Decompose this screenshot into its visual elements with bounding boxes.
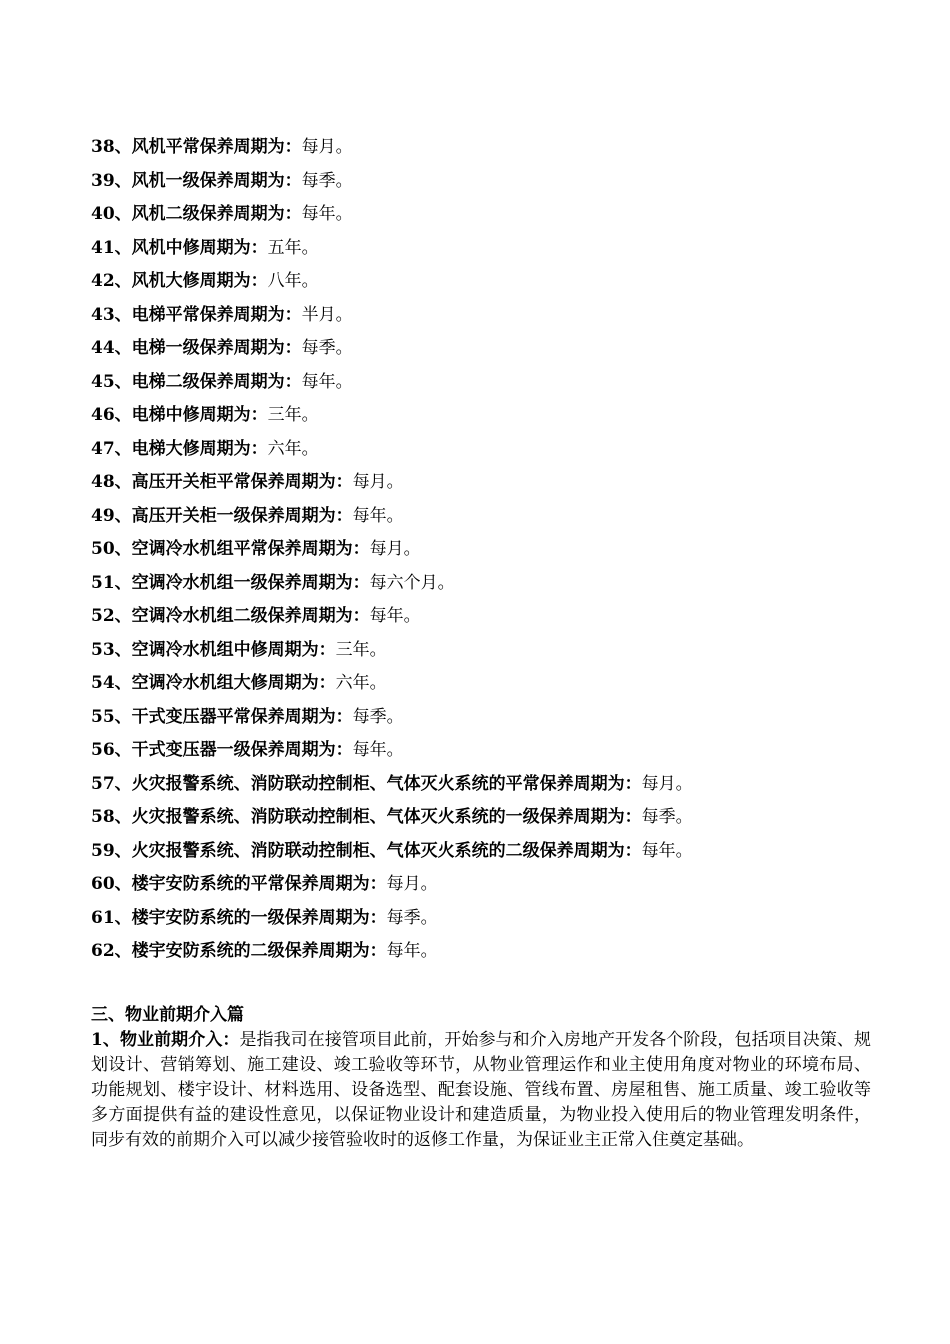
- item-question: 56、干式变压器一级保养周期为：: [91, 740, 353, 760]
- item-answer: 每年。: [301, 204, 353, 224]
- item-question: 41、风机中修周期为：: [91, 237, 268, 258]
- item-answer: 六年。: [267, 438, 319, 459]
- list-item: [91, 266, 891, 300]
- list-item: [91, 936, 891, 970]
- item-question: 54、空调冷水机组大修周期为：: [91, 673, 336, 693]
- list-item: [91, 534, 891, 568]
- list-item: [91, 434, 891, 468]
- item-answer: 每月。: [369, 539, 421, 559]
- list-item: [91, 333, 891, 367]
- item-answer: 每季。: [352, 706, 404, 727]
- item-question: 44、电梯一级保养周期为：: [91, 338, 302, 358]
- item-question: 46、电梯中修周期为：: [91, 405, 268, 425]
- item-question: 51、空调冷水机组一级保养周期为：: [91, 572, 370, 593]
- item-answer: 五年。: [267, 237, 319, 258]
- item-question: 59、火灾报警系统、消防联动控制柜、气体灭火系统的二级保养周期为：: [91, 840, 642, 861]
- item-answer: 每年。: [301, 371, 353, 392]
- item-answer: 每年。: [369, 606, 421, 626]
- item-question: 45、电梯二级保养周期为：: [91, 371, 302, 392]
- item-question: 42、风机大修周期为：: [91, 271, 268, 291]
- list-item: [91, 568, 891, 602]
- item-answer: 每年。: [352, 505, 404, 526]
- item-answer: 每月。: [386, 874, 438, 894]
- item-question: 52、空调冷水机组二级保养周期为：: [91, 606, 370, 626]
- item-answer: 每年。: [641, 840, 693, 861]
- list-item: [91, 668, 891, 702]
- list-item: [91, 467, 891, 501]
- item-question: 62、楼宇安防系统的二级保养周期为：: [91, 941, 387, 961]
- list-item: [91, 735, 891, 769]
- item-question: 55、干式变压器平常保养周期为：: [91, 706, 353, 727]
- item-answer: 每六个月。: [369, 572, 455, 593]
- list-item: [91, 199, 891, 233]
- item-question: 58、火灾报警系统、消防联动控制柜、气体灭火系统的一级保养周期为：: [91, 807, 642, 827]
- item-answer: 三年。: [267, 405, 319, 425]
- item-question: 47、电梯大修周期为：: [91, 438, 268, 459]
- item-answer: 每月。: [301, 137, 353, 157]
- item-answer: 每季。: [641, 807, 693, 827]
- item-question: 53、空调冷水机组中修周期为：: [91, 639, 336, 660]
- item-answer: 每年。: [352, 740, 404, 760]
- list-item: [91, 836, 891, 870]
- list-item: [91, 233, 891, 267]
- list-item: [91, 802, 891, 836]
- list-item: [91, 132, 891, 166]
- definition-term: 1、物业前期介入：: [91, 1030, 240, 1050]
- item-question: 38、风机平常保养周期为：: [91, 137, 302, 157]
- list-item: [91, 300, 891, 334]
- item-question: 57、火灾报警系统、消防联动控制柜、气体灭火系统的平常保养周期为：: [91, 773, 642, 794]
- item-answer: 八年。: [267, 271, 319, 291]
- section-title: 三、物业前期介入篇: [91, 1005, 244, 1025]
- item-answer: 每月。: [352, 472, 404, 492]
- list-item: [91, 400, 891, 434]
- item-answer: 半月。: [301, 304, 353, 325]
- list-item: [91, 769, 891, 803]
- list-item: [91, 903, 891, 937]
- item-answer: 每季。: [386, 907, 438, 928]
- list-item: [91, 702, 891, 736]
- item-answer: 每月。: [641, 773, 693, 794]
- item-answer: 每季。: [301, 338, 353, 358]
- item-answer: 六年。: [335, 673, 387, 693]
- list-item: [91, 501, 891, 535]
- item-answer: 每季。: [301, 170, 353, 191]
- item-question: 40、风机二级保养周期为：: [91, 204, 302, 224]
- definition-body: 是指我司在接管项目此前，开始参与和介入房地产开发各个阶段，包括项目决策、规划设计、营销筹划、施工建设、竣工验收等环节，从物业管理运作和业主使用角度对物业的环境布局、功能规划、楼宇设计、材料选用、设备选型、配套设施、管线布置、房屋租售、施工质量、竣工验收等多方面提供有益的建设性意见，以保证物业设计和建造质量，为物业投入使用后的物业管理发明条件，同步有效的前期介入可以减少接管验收时的返修工作量，为保证业主正常入住奠定基础。: [91, 1030, 871, 1150]
- list-item: [91, 367, 891, 401]
- item-answer: 三年。: [335, 639, 387, 660]
- item-question: 49、高压开关柜一级保养周期为：: [91, 505, 353, 526]
- maintenance-cycle-list: [91, 132, 891, 970]
- item-question: 43、电梯平常保养周期为：: [91, 304, 302, 325]
- early-intervention-section: [91, 1003, 871, 1153]
- item-question: 50、空调冷水机组平常保养周期为：: [91, 539, 370, 559]
- item-answer: 每年。: [386, 941, 438, 961]
- list-item: [91, 635, 891, 669]
- list-item: [91, 869, 891, 903]
- definition-paragraph: [91, 1028, 871, 1153]
- item-question: 39、风机一级保养周期为：: [91, 170, 302, 191]
- item-question: 48、高压开关柜平常保养周期为：: [91, 472, 353, 492]
- list-item: [91, 166, 891, 200]
- list-item: [91, 601, 891, 635]
- item-question: 60、楼宇安防系统的平常保养周期为：: [91, 874, 387, 894]
- item-question: 61、楼宇安防系统的一级保养周期为：: [91, 907, 387, 928]
